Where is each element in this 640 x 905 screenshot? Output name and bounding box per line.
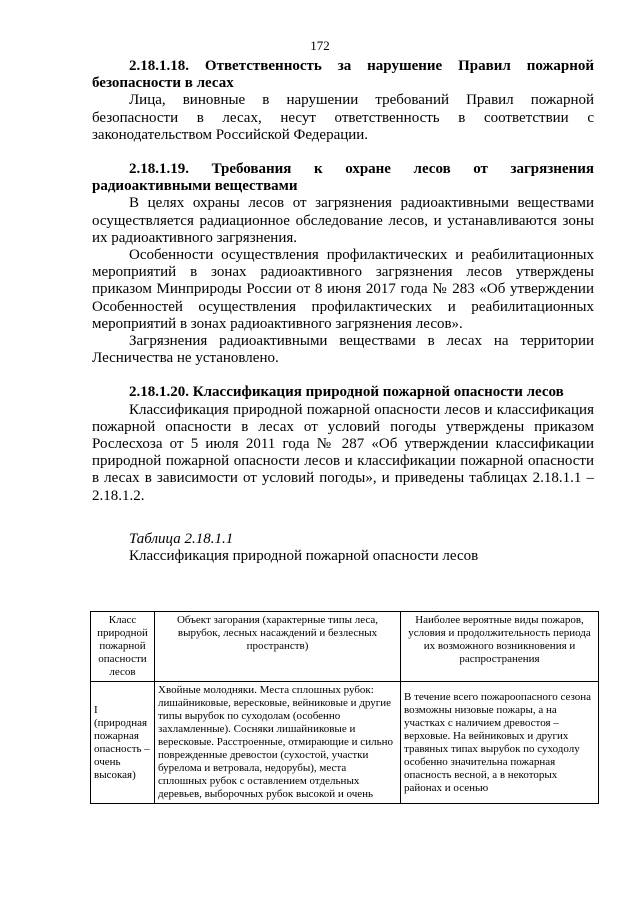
paragraph: Загрязнения радиоактивными веществами в лесах на территории Лесничества не установлено. — [92, 333, 594, 367]
section-heading-2-18-1-20: 2.18.1.20. Классификация природной пожарной опасности лесов — [129, 384, 564, 401]
section-heading-2-18-1-18: 2.18.1.18. Ответственность за нарушение Правил пожарной безопасности в лесах — [92, 58, 594, 92]
cell-object: Хвойные молодняки. Места сплошных рубок: лишайниковые, вересковые, вейниковые и другие типы вырубок по суходолам (особенно захламленные). Сосняки лишайниковые и вересковые. Расстроенные, отмирающие и сильно поврежденные древостои (сухостой, участки бурелома и ветровала, недорубы), места сплошных рубок с оставлением отдельных деревьев, выборочных рубок высокой и очень — [155, 682, 401, 804]
column-header-object: Объект загорания (характерные типы леса, вырубок, лесных насаждений и безлесных пространств) — [155, 612, 401, 682]
section-heading-2-18-1-19: 2.18.1.19. Требования к охране лесов от загрязнения радиоактивными веществами — [92, 161, 594, 195]
paragraph: Классификация природной пожарной опасности лесов и классификация пожарной опасности в лесах от условий погоды утверждены приказом Рослесхоза от 5 июля 2011 года № 287 «Об утверждении классификации природной пожарной опасности лесов и классификации пожарной опасности в лесах в зависимости от условий погоды», и приведены таблицах 2.18.1.1 – 2.18.1.2. — [92, 401, 594, 504]
cell-class: I (природная пожарная опасность – очень высокая) — [91, 682, 155, 804]
paragraph: Особенности осуществления профилактических и реабилитационных мероприятий в зонах радиоактивного загрязнения лесов утверждены приказом Минприроды России от 8 июня 2017 года № 283 «Об утверждении Особенностей осуществления профилактических и реабилитационных мероприятий в зонах радиоактивного загрязнения лесов». — [92, 247, 594, 332]
column-header-class: Класс природной пожарной опасности лесов — [91, 612, 155, 682]
paragraph: В целях охраны лесов от загрязнения радиоактивными веществами осуществляется радиационное обследование лесов, и устанавливаются зоны их радиоактивного загрязнения. — [92, 195, 594, 246]
table-caption: Таблица 2.18.1.1 — [129, 530, 234, 547]
table-header-row — [91, 612, 599, 682]
page-number: 172 — [310, 38, 330, 53]
column-header-fires: Наиболее вероятные виды пожаров, условия и продолжительность периода их возможного возникновения и распространения — [401, 612, 599, 682]
fire-danger-classification-table — [90, 611, 599, 804]
table-row — [91, 682, 599, 804]
table-title: Классификация природной пожарной опасности лесов — [129, 548, 479, 565]
cell-fires: В течение всего пожароопасного сезона возможны низовые пожары, а на участках с наличием древостоя – верховые. На вейниковых и других травяных типах вырубок по суходолу особенно значительна пожарная опасность весной, а в некоторых районах и осенью — [401, 682, 599, 804]
paragraph: Лица, виновные в нарушении требований Правил пожарной безопасности в лесах, несут ответственность в соответствии с законодательством Российской Федерации. — [92, 92, 594, 143]
document-body — [92, 58, 594, 565]
